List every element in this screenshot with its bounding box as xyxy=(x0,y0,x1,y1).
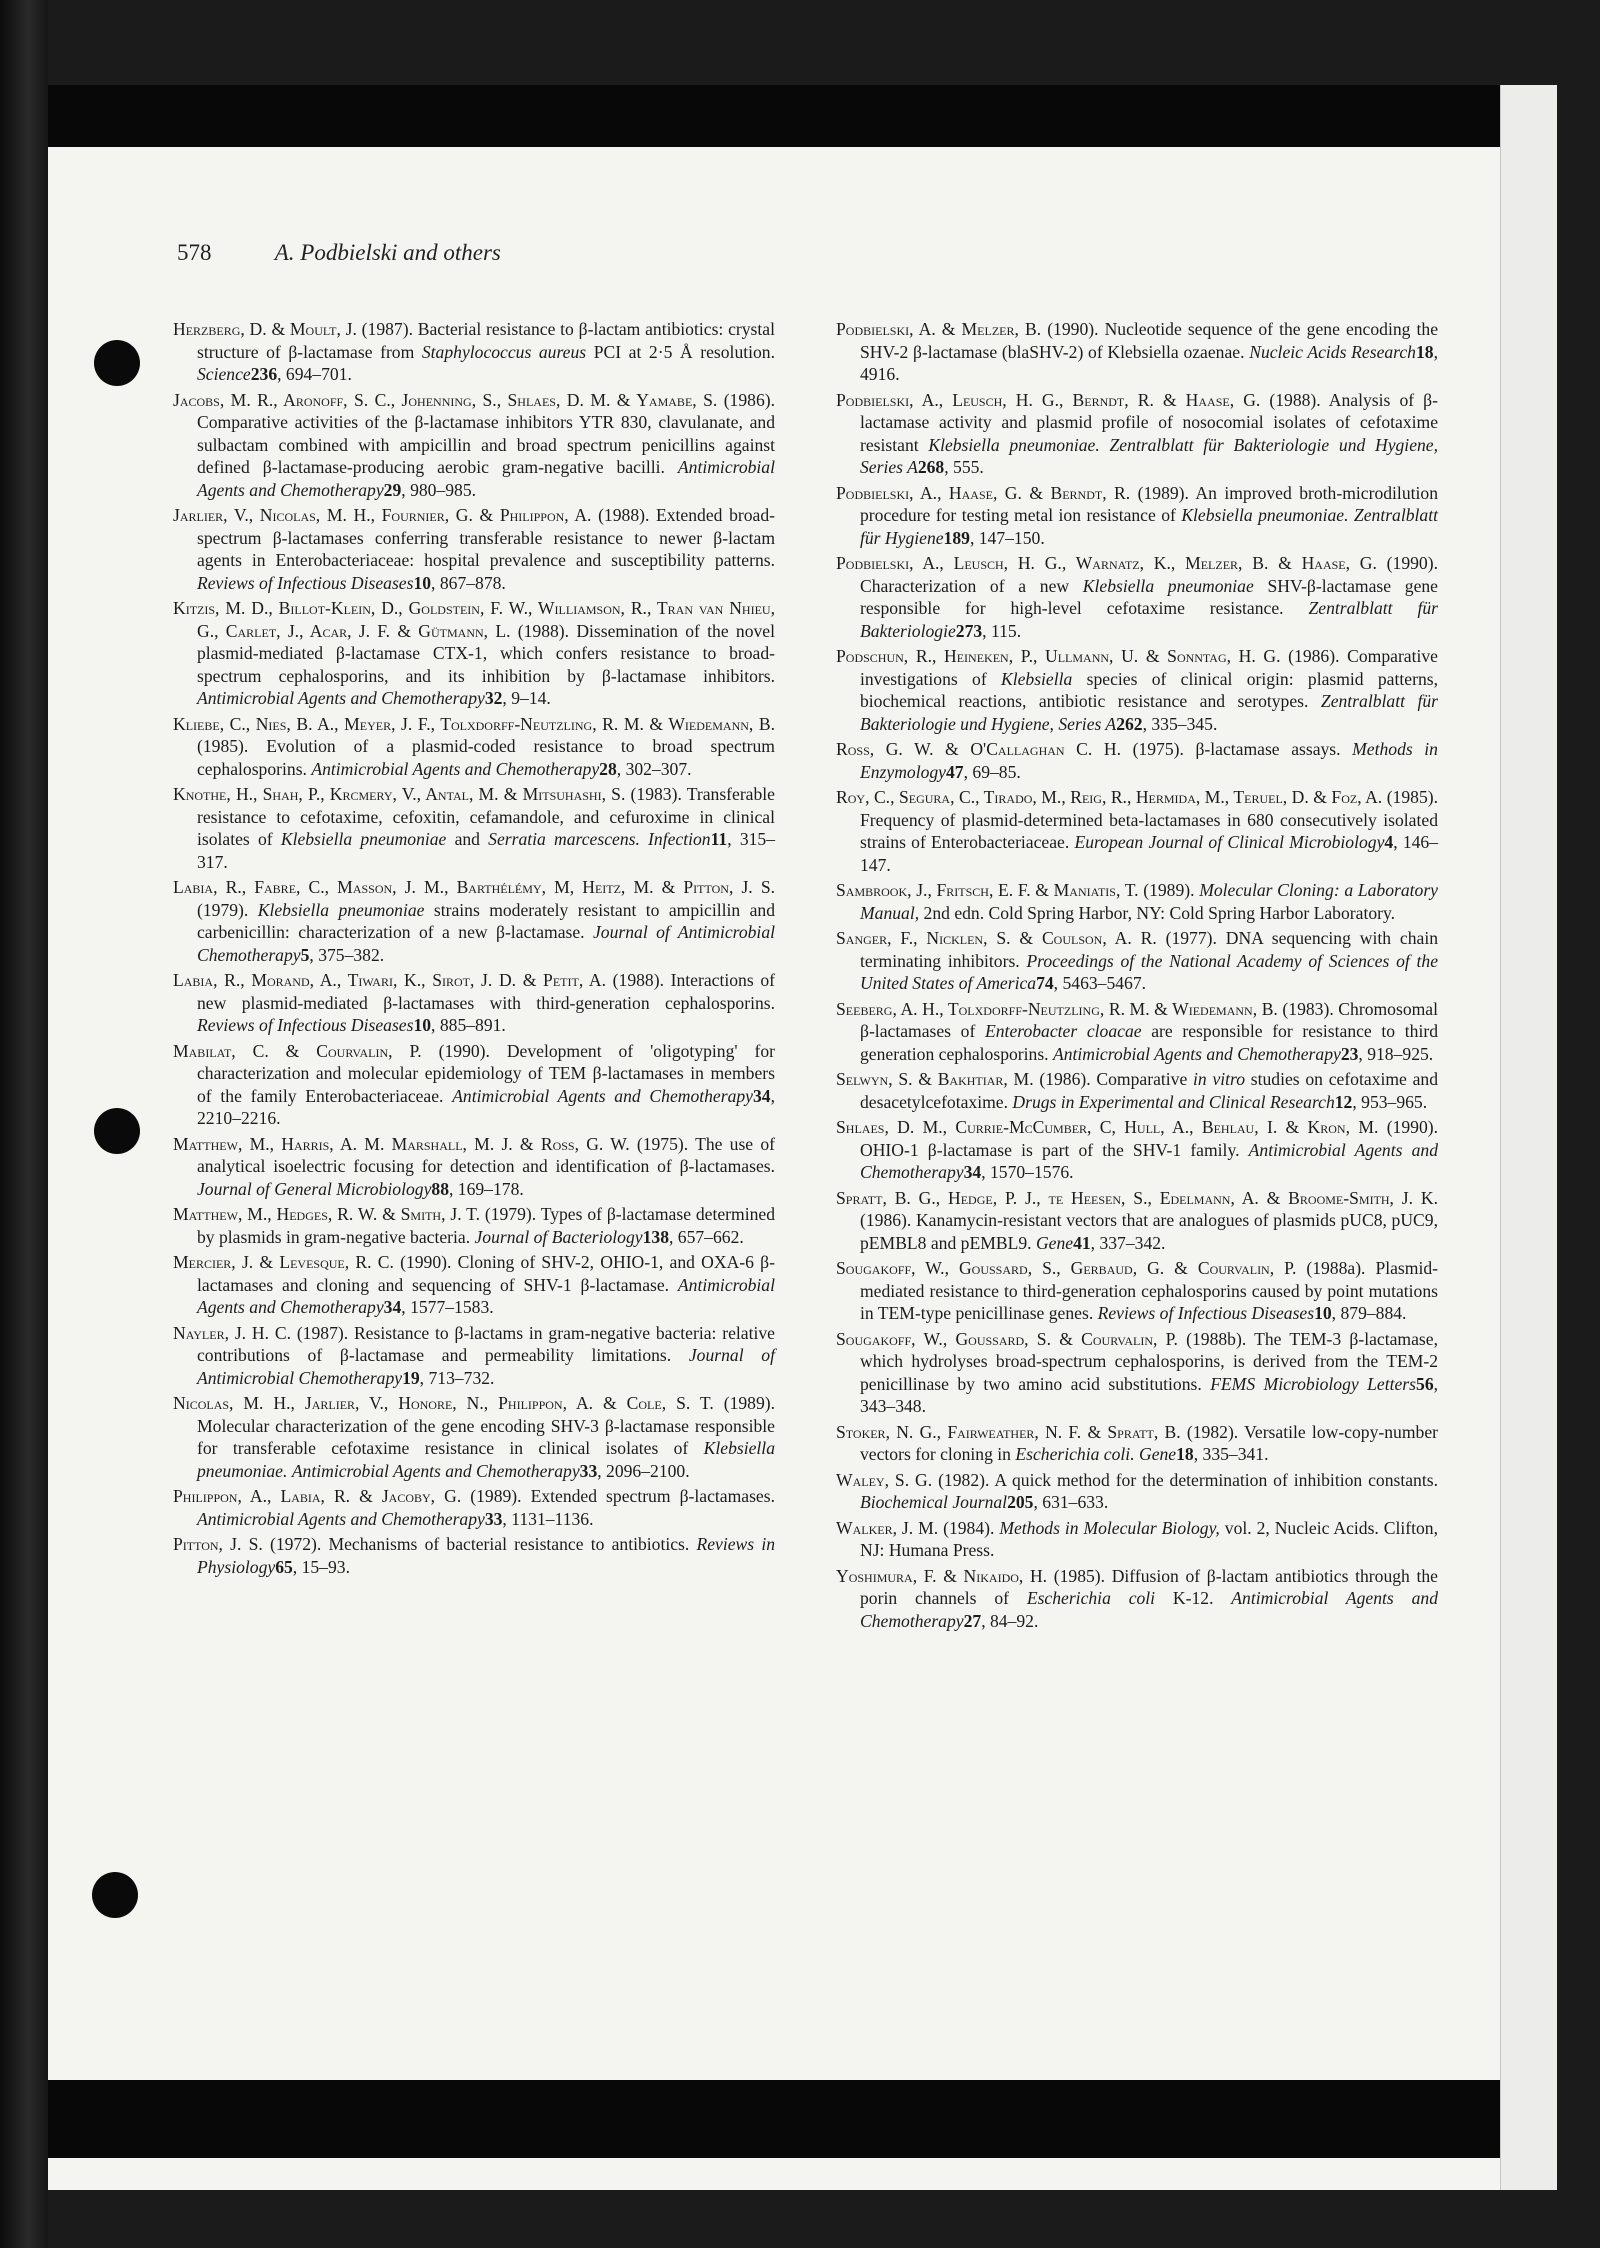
reference-journal: Zentralblatt für Bakteriologie xyxy=(860,598,1439,641)
page-number: 578 xyxy=(177,240,212,265)
reference-text: (1986). Comparative xyxy=(1033,1069,1194,1089)
reference-organism: in vitro xyxy=(1193,1069,1246,1089)
reference-authors: Mercier, J. & Levesque, R. C. xyxy=(173,1252,394,1272)
reference-entry xyxy=(836,645,1438,735)
reference-text: (1990). Characterization of a new xyxy=(860,553,1438,596)
reference-volume: 19 xyxy=(402,1367,420,1388)
reference-text: (1982). A quick method for the determination of inhibition constants. xyxy=(932,1469,1438,1490)
reference-entry xyxy=(173,783,775,873)
reference-pages: 2nd edn. Cold Spring Harbor, NY: Cold Spring Harbor Laboratory. xyxy=(919,902,1396,923)
reference-entry xyxy=(173,876,775,966)
reference-authors: Waley, S. G. xyxy=(836,1469,933,1490)
reference-journal: Science xyxy=(197,364,251,384)
reference-volume: 88 xyxy=(431,1178,449,1199)
reference-text: (1977). DNA sequencing with chain terminating inhibitors. xyxy=(860,928,1438,971)
reference-journal: Reviews in Physiology xyxy=(197,1534,776,1577)
reference-text: are responsible for resistance to third generation cephalosporins. xyxy=(860,1021,1438,1064)
reference-text: (1988). Interactions of new plasmid-mediated β-lactamases with third-generation cephalosporins. xyxy=(197,970,776,1013)
reference-entry xyxy=(836,1565,1438,1633)
reference-text: (1989). Molecular characterization of the gene encoding SHV-3 β-lactamase responsible for transferable cefotaxime resistance in clinical isolates of xyxy=(197,1393,776,1458)
reference-authors: Herzberg, D. & Moult, J. xyxy=(173,319,357,339)
reference-text: (1975). The use of analytical isoelectric focusing for detection and identification of β-lactamases. xyxy=(197,1133,775,1176)
punch-hole xyxy=(94,1108,140,1154)
reference-authors: Labia, R., Fabre, C., Masson, J. M., Barthélémy, M, Heitz, M. & Pitton, J. S. xyxy=(173,877,775,897)
reference-volume: 65 xyxy=(275,1556,293,1577)
reference-text: (1983). Transferable resistance to cefotaxime, cefoxitin, cefamandole, and cefuroxime in clinical isolates of xyxy=(197,784,775,849)
reference-journal: Antimicrobial Agents and Chemotherapy xyxy=(860,1139,1438,1182)
reference-text: (1986). Comparative investigations of xyxy=(860,646,1438,689)
reference-entry xyxy=(836,1469,1438,1514)
reference-text: (1972). Mechanisms of bacterial resistance to antibiotics. xyxy=(262,1534,697,1554)
reference-volume: 18 xyxy=(1176,1444,1194,1464)
reference-volume: 33 xyxy=(484,1508,503,1529)
reference-authors: Pitton, J. S. xyxy=(173,1534,263,1554)
reference-authors: Nicolas, M. H., Jarlier, V., Honore, N., Philippon, A. & Cole, S. T. xyxy=(173,1393,714,1413)
reference-entry xyxy=(173,1533,775,1578)
reference-entry xyxy=(173,389,775,502)
reference-entry xyxy=(836,1116,1438,1184)
reference-text: (1990). OHIO-1 β-lactamase is part of the SHV-1 family. xyxy=(860,1117,1439,1160)
scan-bottom-band xyxy=(48,2080,1500,2158)
reference-text: (1987). Bacterial resistance to β-lactam antibiotics: crystal structure of β-lactamase from xyxy=(197,319,775,362)
reference-organism: Klebsiella pneumoniae xyxy=(257,899,425,920)
reference-authors: Podbielski, A., Haase, G. & Berndt, R. xyxy=(836,482,1131,503)
reference-entry xyxy=(836,552,1438,642)
reference-authors: Knothe, H., Shah, P., Krcmery, V., Antal, M. & Mitsuhashi, S. xyxy=(173,784,626,804)
reference-volume: 28 xyxy=(599,758,617,779)
reference-text: (1990). Development of 'oligotyping' for characterization and molecular epidemiology of TEM β-lactamases in members of the family Enterobacteriaceae. xyxy=(197,1040,775,1106)
reference-text: (1986). Comparative activities of the β-lactamase inhibitors YTR 830, clavulanate, and sulbactam combined with ampicillin and broad spectrum penicillins against defined β-lactamase-producing aerobic gram-negative bacilli. xyxy=(197,389,776,477)
reference-organism: Escherichia coli. xyxy=(1015,1444,1135,1464)
reference-entry xyxy=(836,1257,1438,1325)
reference-text: SHV-β-lactamase gene responsible for high-level cefotaxime resistance. xyxy=(860,575,1438,618)
reference-text: strains moderately resistant to ampicillin and carbenicillin: characterization of a new β-lactamase. xyxy=(197,899,775,942)
reference-entry xyxy=(173,1040,775,1130)
reference-pages: , 9–14. xyxy=(502,688,551,708)
reference-volume: 47 xyxy=(946,761,964,782)
reference-volume: 34 xyxy=(383,1297,402,1317)
reference-text: (1985). Frequency of plasmid-determined beta-lactamases in 680 consecutively isolated strains of Enterobacteriaceae. xyxy=(860,787,1439,852)
reference-pages: , 918–925. xyxy=(1358,1043,1434,1064)
reference-text: PCI at 2·5 Å resolution. xyxy=(586,341,776,362)
reference-volume: 34 xyxy=(963,1162,982,1182)
reference-volume: 12 xyxy=(1334,1091,1353,1112)
reference-entry xyxy=(836,1421,1438,1466)
reference-text: (1988b). The TEM-3 β-lactamase, which hydrolyses broad-spectrum cephalosporins, is derived from the TEM-2 penicillinase by two amino acid substitutions. xyxy=(860,1328,1438,1394)
references-right-column xyxy=(836,318,1438,1635)
reference-authors: Ross, G. W. & O'Callaghan C. H. xyxy=(836,739,1121,759)
reference-authors: Nayler, J. H. C. xyxy=(173,1322,291,1343)
reference-authors: Spratt, B. G., Hedge, P. J., te Heesen, S., Edelmann, A. & Broome-Smith, J. K. xyxy=(836,1187,1438,1208)
reference-text: (1979). Types of β-lactamase determined by plasmids in gram-negative bacteria. xyxy=(197,1204,776,1247)
reference-text: (1975). β-lactamase assays. xyxy=(1120,739,1353,759)
reference-pages: , 867–878. xyxy=(431,572,506,593)
reference-volume: 23 xyxy=(1340,1043,1359,1064)
reference-volume: 205 xyxy=(1007,1492,1034,1512)
reference-pages: , 69–85. xyxy=(963,761,1021,782)
reference-volume: 18 xyxy=(1415,341,1434,362)
reference-pages: , 4916. xyxy=(860,341,1438,384)
reference-journal: Gene xyxy=(1035,1232,1074,1253)
reference-pages: , 343–348. xyxy=(860,1373,1439,1416)
reference-authors: Labia, R., Morand, A., Tiwari, K., Sirot, J. D. & Petit, A. xyxy=(173,970,607,990)
reference-volume: 268 xyxy=(917,457,945,477)
reference-pages: , 147–150. xyxy=(969,527,1045,548)
punch-hole xyxy=(94,340,140,386)
reference-organism: Klebsiella pneumoniae xyxy=(280,829,447,849)
reference-authors: Philippon, A., Labia, R. & Jacoby, G. xyxy=(173,1486,462,1506)
reference-pages: , 315–317. xyxy=(197,829,775,872)
reference-volume: 32 xyxy=(484,688,503,708)
reference-authors: Shlaes, D. M., Currie-McCumber, C, Hull, A., Behlau, I. & Kron, M. xyxy=(836,1117,1379,1137)
reference-journal: Antimicrobial Agents and Chemotherapy xyxy=(311,758,600,779)
reference-journal: Antimicrobial Agents and Chemotherapy xyxy=(452,1085,753,1106)
reference-volume: 10 xyxy=(413,1015,432,1035)
reference-authors: Walker, J. M. xyxy=(836,1517,939,1538)
reference-journal: Antimicrobial Agents and Chemotherapy xyxy=(1052,1043,1341,1064)
reference-journal: Antimicrobial Agents and Chemotherapy xyxy=(197,688,485,708)
reference-journal: Methods in Enzymology xyxy=(860,739,1438,782)
reference-text: (1988a). Plasmid-mediated resistance to third-generation cephalosporins caused by point mutations in TEM-type penicillinase genes. xyxy=(860,1258,1439,1323)
reference-volume: 4 xyxy=(1384,832,1394,852)
reference-pages: , 15–93. xyxy=(292,1556,350,1577)
reference-volume: 56 xyxy=(1416,1373,1434,1394)
reference-journal: Journal of General Microbiology xyxy=(197,1178,432,1199)
reference-journal: Molecular Cloning: a Laboratory Manual, xyxy=(860,880,1438,923)
reference-entry xyxy=(173,1203,775,1248)
reference-authors: Sougakoff, W., Goussard, S. & Courvalin, P. xyxy=(836,1328,1178,1349)
reference-pages: , 2210–2216. xyxy=(197,1085,775,1128)
reference-authors: Mabilat, C. & Courvalin, P. xyxy=(173,1040,422,1061)
reference-text: and xyxy=(446,829,489,849)
page-edge-strip xyxy=(1500,85,1557,2190)
reference-text: K-12. xyxy=(1155,1588,1232,1608)
reference-authors: Jacobs, M. R., Aronoff, S. C., Johenning, S., Shlaes, D. M. & Yamabe, S. xyxy=(173,389,718,410)
reference-text: (1979). xyxy=(197,899,258,920)
reference-pages: , 337–342. xyxy=(1090,1232,1166,1253)
reference-organism: Klebsiella pneumoniae. xyxy=(928,434,1100,455)
reference-volume: 10 xyxy=(1314,1303,1332,1323)
scan-border xyxy=(0,0,48,2248)
reference-authors: Yoshimura, F. & Nikaido, H. xyxy=(836,1565,1048,1586)
reference-entry xyxy=(173,1133,775,1201)
reference-entry xyxy=(836,389,1438,479)
reference-entry xyxy=(173,713,775,781)
reference-text: (1987). Resistance to β-lactams in gram-negative bacteria: relative contributions of β-lactamase and permeability limitations. xyxy=(197,1322,775,1365)
reference-volume: 74 xyxy=(1036,973,1054,993)
reference-organism: Staphylococcus aureus xyxy=(421,341,587,362)
references-left-column xyxy=(173,318,775,1581)
reference-volume: 34 xyxy=(753,1085,771,1106)
reference-pages: , 631–633. xyxy=(1033,1492,1109,1512)
reference-text: (1988). Analysis of β-lactamase activity and plasmid profile of nosocomial isolates of cefotaxime resistant xyxy=(860,389,1438,455)
reference-text: (1982). Versatile low-copy-number vectors for cloning in xyxy=(860,1421,1438,1464)
reference-text: (1989). An improved broth-microdilution procedure for testing metal ion resistance of xyxy=(860,482,1438,525)
reference-entry xyxy=(836,1328,1438,1418)
reference-journal: Antimicrobial Agents and Chemotherapy xyxy=(197,1508,485,1529)
page-header xyxy=(177,240,1077,266)
reference-volume: 262 xyxy=(1116,713,1143,734)
reference-pages: , 885–891. xyxy=(431,1015,506,1035)
reference-journal: European Journal of Clinical Microbiology xyxy=(1074,832,1385,852)
reference-pages: , 953–965. xyxy=(1352,1091,1428,1112)
reference-entry xyxy=(836,998,1438,1066)
reference-journal: Zentralblatt für Hygiene xyxy=(860,505,1438,548)
reference-text: (1988). Extended broad-spectrum β-lactamases conferring transferable resistance to newer β-lactam agents in Enterobacteriaceae: hospital prevalence and susceptibility patterns. xyxy=(197,505,775,570)
reference-entry xyxy=(836,879,1438,924)
reference-volume: 5 xyxy=(300,944,310,965)
reference-pages: , 713–732. xyxy=(419,1367,495,1388)
reference-entry xyxy=(173,318,775,386)
reference-entry xyxy=(173,1251,775,1319)
reference-volume: 236 xyxy=(250,364,278,384)
reference-pages: , 657–662. xyxy=(668,1226,744,1247)
reference-authors: Matthew, M., Hedges, R. W. & Smith, J. T. xyxy=(173,1204,480,1224)
reference-volume: 29 xyxy=(383,479,402,500)
reference-pages: , 84–92. xyxy=(981,1610,1039,1631)
reference-text: (1989). Extended spectrum β-lactamases. xyxy=(461,1486,775,1506)
reference-journal: Biochemical Journal xyxy=(860,1492,1008,1512)
reference-pages: , 879–884. xyxy=(1331,1303,1407,1323)
scan-top-band xyxy=(48,85,1500,147)
reference-organism: Klebsiella pneumoniae xyxy=(1082,575,1254,596)
reference-journal: Drugs in Experimental and Clinical Research xyxy=(1012,1091,1335,1112)
reference-journal: Methods in Molecular Biology, xyxy=(999,1517,1220,1538)
reference-authors: Roy, C., Segura, C., Tirado, M., Reig, R., Hermida, M., Teruel, D. & Foz, A. xyxy=(836,787,1383,807)
reference-journal: Journal of Antimicrobial Chemotherapy xyxy=(197,922,775,965)
reference-entry xyxy=(836,1517,1438,1562)
reference-authors: Matthew, M., Harris, A. M. Marshall, M. J. & Ross, G. W. xyxy=(173,1133,630,1154)
reference-text xyxy=(1100,435,1110,455)
reference-authors: Podbielski, A., Leusch, H. G., Berndt, R. & Haase, G. xyxy=(836,389,1261,410)
reference-authors: Jarlier, V., Nicolas, M. H., Fournier, G. & Philippon, A. xyxy=(173,505,592,525)
reference-journal: Zentralblatt für Bakteriologie und Hygiene, Series A xyxy=(860,434,1439,477)
reference-volume: 27 xyxy=(963,1610,982,1631)
reference-pages: , 115. xyxy=(982,620,1022,641)
reference-pages: , 980–985. xyxy=(401,479,477,500)
reference-text: (1986). Kanamycin-resistant vectors that are analogues of plasmids pUC8, pUC9, pEMBL8 and pEMBL9. xyxy=(860,1210,1438,1253)
reference-journal: Antimicrobial Agents and Chemotherapy xyxy=(197,1274,775,1317)
reference-text: (1989). xyxy=(1138,880,1200,900)
reference-entry xyxy=(173,1322,775,1390)
reference-volume: 273 xyxy=(955,620,983,641)
reference-entry xyxy=(173,597,775,710)
reference-journal: Serratia marcescens. Infection xyxy=(488,829,711,849)
reference-organism: Escherichia coli xyxy=(1026,1588,1156,1608)
reference-pages: , 335–345. xyxy=(1142,713,1218,734)
reference-text: (1988). Dissemination of the novel plasmid-mediated β-lactamase CTX-1, which confers resistance to broad-spectrum cephalosporins, and its inhibition by β-lactamase inhibitors. xyxy=(197,620,775,686)
reference-pages: , 1577–1583. xyxy=(401,1297,494,1317)
reference-entry xyxy=(173,969,775,1037)
reference-text: (1984). xyxy=(938,1517,1000,1538)
reference-journal: Antimicrobial Agents and Chemotherapy xyxy=(291,1460,580,1481)
reference-pages: , 375–382. xyxy=(309,944,385,965)
reference-authors: Podbielski, A. & Melzer, B. xyxy=(836,319,1042,339)
reference-pages: , 302–307. xyxy=(616,758,692,779)
reference-organism: Klebsiella pneumoniae. xyxy=(1181,505,1349,525)
reference-pages: , 2096–2100. xyxy=(597,1460,690,1481)
reference-text: studies on cefotaxime and desacetylcefotaxime. xyxy=(860,1069,1438,1112)
reference-organism: Klebsiella xyxy=(1000,668,1073,689)
reference-journal: Reviews of Infectious Diseases xyxy=(197,572,414,593)
reference-pages: , 1131–1136. xyxy=(502,1508,594,1529)
reference-volume: 138 xyxy=(642,1226,669,1247)
reference-text: (1990). Cloning of SHV-2, OHIO-1, and OXA-6 β-lactamases and cloning and sequencing of SHV-1 β-lactamase. xyxy=(197,1252,775,1295)
reference-entry xyxy=(836,927,1438,995)
reference-volume: 33 xyxy=(579,1460,598,1481)
punch-hole xyxy=(92,1872,138,1918)
reference-pages: , 694–701. xyxy=(277,364,352,384)
reference-volume: 189 xyxy=(943,527,970,548)
reference-entry xyxy=(173,1485,775,1530)
reference-authors: Seeberg, A. H., Tolxdorff-Neutzling, R. M. & Wiedemann, B. xyxy=(836,998,1278,1019)
reference-entry xyxy=(173,504,775,594)
reference-entry xyxy=(836,1068,1438,1113)
reference-journal: Journal of Bacteriology xyxy=(474,1226,643,1247)
reference-pages: , 1570–1576. xyxy=(981,1162,1074,1182)
reference-entry xyxy=(836,786,1438,876)
reference-pages: , 555. xyxy=(944,457,984,477)
reference-entry xyxy=(836,1187,1438,1255)
reference-entry xyxy=(173,1392,775,1482)
reference-text: (1983). Chromosomal β-lactamases of xyxy=(860,998,1438,1041)
reference-authors: Kliebe, C., Nies, B. A., Meyer, J. F., Tolxdorff-Neutzling, R. M. & Wiedemann, B. xyxy=(173,713,775,734)
reference-entry xyxy=(836,318,1438,386)
reference-pages: , 335–341. xyxy=(1193,1444,1269,1464)
reference-entry xyxy=(836,482,1438,550)
reference-authors: Sougakoff, W., Goussard, S., Gerbaud, G. & Courvalin, P. xyxy=(836,1258,1297,1278)
reference-entry xyxy=(836,738,1438,783)
reference-authors: Podbielski, A., Leusch, H. G., Warnatz, K., Melzer, B. & Haase, G. xyxy=(836,553,1377,573)
reference-journal: FEMS Microbiology Letters xyxy=(1210,1373,1417,1394)
reference-text: (1990). Nucleotide sequence of the gene encoding the SHV-2 β-lactamase (bla xyxy=(860,319,1438,362)
reference-text: (1985). Evolution of a plasmid-coded resistance to broad spectrum cephalosporins. xyxy=(197,736,775,779)
reference-volume: 41 xyxy=(1073,1232,1091,1253)
reference-pages: vol. 2, Nucleic Acids. Clifton, NJ: Humana Press. xyxy=(860,1517,1438,1560)
reference-journal: Gene xyxy=(1139,1444,1177,1464)
running-head: A. Podbielski and others xyxy=(274,240,501,265)
reference-authors: Kitzis, M. D., Billot-Klein, D., Goldstein, F. W., Williamson, R., Tran van Nhieu, G., Carlet, J., Acar, J. F. & Gütmann, L. xyxy=(173,598,775,641)
reference-pages: , 169–178. xyxy=(448,1178,524,1199)
reference-volume: 10 xyxy=(413,572,432,593)
reference-journal: Antimicrobial Agents and Chemotherapy xyxy=(860,1588,1438,1631)
reference-pages: , 146–147. xyxy=(860,832,1439,875)
reference-journal: Nucleic Acids Research xyxy=(1249,341,1416,362)
reference-journal: Journal of Antimicrobial Chemotherapy xyxy=(197,1345,775,1388)
reference-journal: Proceedings of the National Academy of Sciences of the United States of America xyxy=(860,950,1439,993)
reference-pages: , 5463–5467. xyxy=(1053,973,1147,993)
reference-organism: Klebsiella pneumoniae. xyxy=(197,1438,775,1481)
reference-organism: Enterobacter cloacae xyxy=(985,1021,1142,1041)
reference-authors: Sambrook, J., Fritsch, E. F. & Maniatis, T. xyxy=(836,880,1139,900)
reference-volume: 11 xyxy=(710,829,728,849)
reference-journal: Reviews of Infectious Diseases xyxy=(197,1015,414,1035)
reference-authors: Podschun, R., Heineken, P., Ullmann, U. & Sonntag, H. G. xyxy=(836,646,1281,666)
reference-text: (1985). Diffusion of β-lactam antibiotics through the porin channels of xyxy=(860,1565,1438,1608)
reference-text: SHV-2) of Klebsiella ozaenae. xyxy=(1029,341,1250,362)
reference-journal: Antimicrobial Agents and Chemotherapy xyxy=(197,457,775,500)
reference-text: species of clinical origin: plasmid patterns, biochemical reactions, antibiotic resistance and serotypes. xyxy=(860,668,1438,711)
reference-authors: Sanger, F., Nicklen, S. & Coulson, A. R. xyxy=(836,928,1157,948)
reference-journal: Zentralblatt für Bakteriologie und Hygiene, Series A xyxy=(860,691,1439,734)
reference-journal: Reviews of Infectious Diseases xyxy=(1097,1303,1315,1323)
reference-authors: Selwyn, S. & Bakhtiar, M. xyxy=(836,1069,1034,1089)
reference-authors: Stoker, N. G., Fairweather, N. F. & Spratt, B. xyxy=(836,1421,1181,1442)
